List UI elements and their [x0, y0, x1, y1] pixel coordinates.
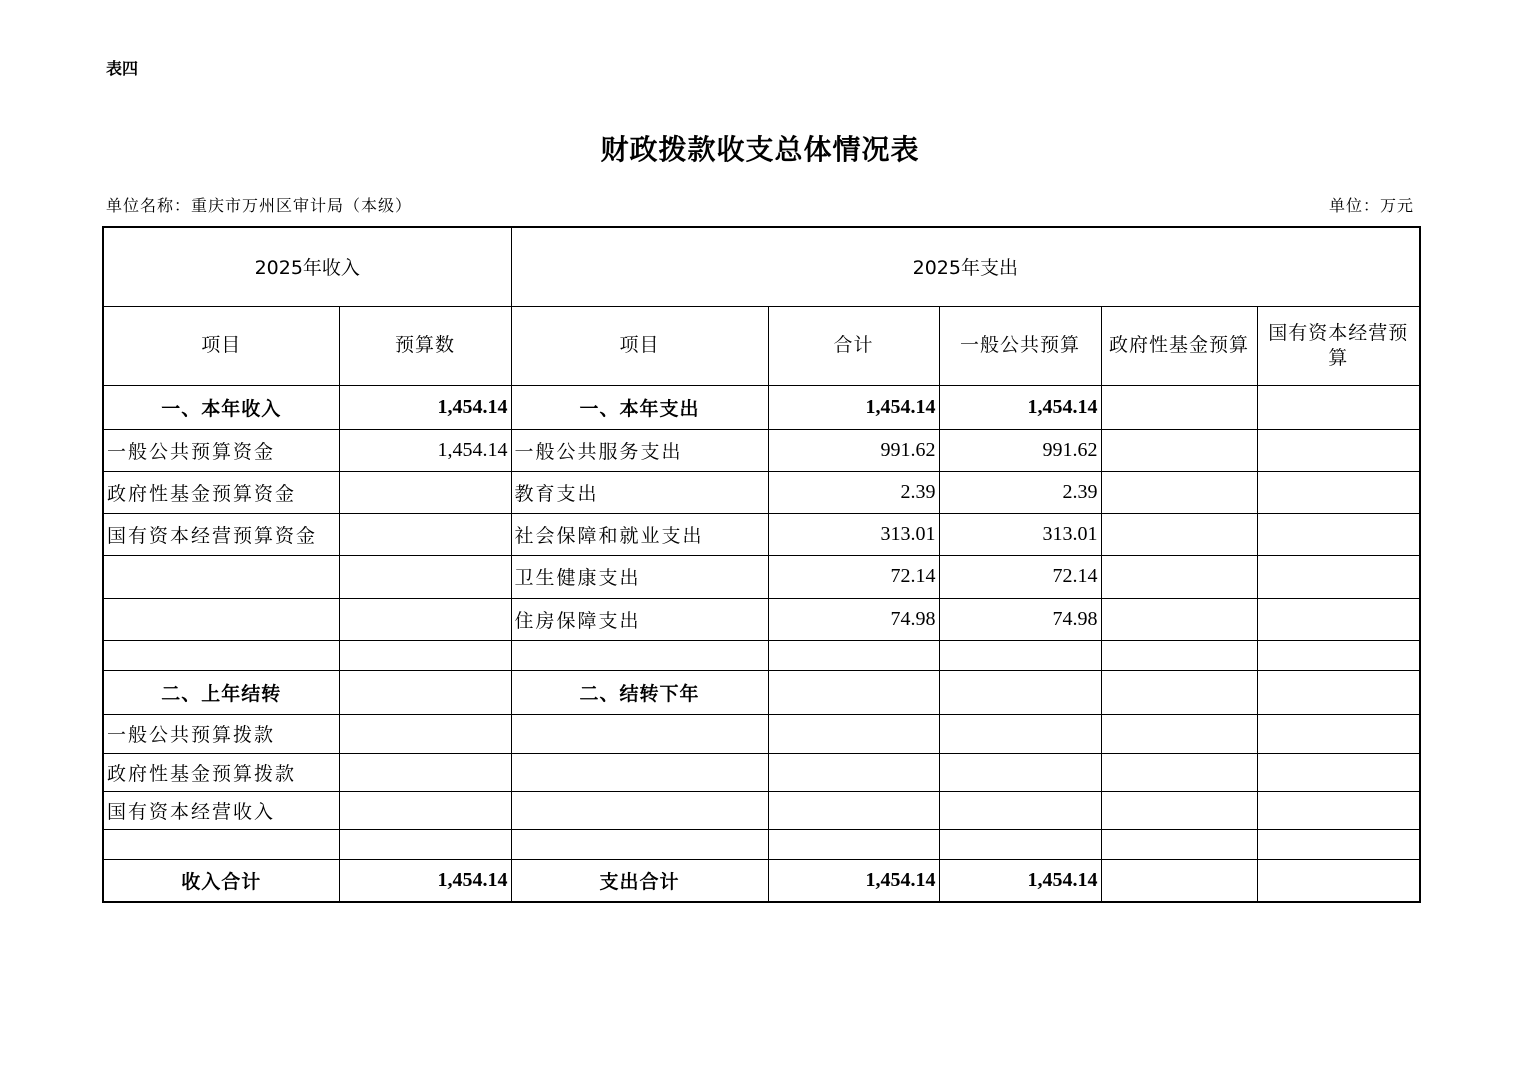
general-public-cell: 2.39 [939, 471, 1101, 513]
expense-total-cell: 1,454.14 [768, 385, 939, 429]
income-item-cell: 一、本年收入 [103, 385, 339, 429]
gov-fund-cell [1101, 385, 1257, 429]
general-public-cell: 1,454.14 [939, 385, 1101, 429]
expense-total-cell: 313.01 [768, 513, 939, 555]
gov-fund-cell [1101, 640, 1257, 670]
table-row [103, 714, 1420, 753]
gov-fund-cell [1101, 791, 1257, 829]
table-row [103, 640, 1420, 670]
table-row [103, 791, 1420, 829]
gov-fund-cell [1101, 429, 1257, 471]
income-value-cell [339, 471, 511, 513]
general-public-cell: 72.14 [939, 555, 1101, 598]
income-item-cell [103, 640, 339, 670]
year-header-row [103, 227, 1420, 306]
general-public-cell: 313.01 [939, 513, 1101, 555]
table-row [103, 829, 1420, 859]
general-public-cell: 1,454.14 [939, 859, 1101, 902]
income-budget-header: 预算数 [339, 306, 511, 385]
table-row [103, 471, 1420, 513]
state-capital-cell [1257, 385, 1420, 429]
expense-item-cell [511, 753, 768, 791]
currency-unit: 单位：万元 [1328, 196, 1414, 215]
gov-fund-cell [1101, 598, 1257, 640]
income-item-cell [103, 598, 339, 640]
table-row [103, 429, 1420, 471]
income-value-cell [339, 640, 511, 670]
state-capital-cell [1257, 829, 1420, 859]
general-public-cell [939, 714, 1101, 753]
page-title: 财政拨款收支总体情况表 [600, 133, 920, 166]
state-capital-cell [1257, 598, 1420, 640]
expense-item-cell: 二、结转下年 [511, 670, 768, 714]
table-row [103, 670, 1420, 714]
income-value-cell: 1,454.14 [339, 385, 511, 429]
table-row [103, 859, 1420, 902]
income-value-cell [339, 555, 511, 598]
expense-item-cell: 一、本年支出 [511, 385, 768, 429]
income-item-header: 项目 [103, 306, 339, 385]
expense-total-cell [768, 753, 939, 791]
income-item-cell: 国有资本经营收入 [103, 791, 339, 829]
state-capital-cell [1257, 513, 1420, 555]
income-value-cell [339, 791, 511, 829]
expense-total-cell: 991.62 [768, 429, 939, 471]
table-row [103, 513, 1420, 555]
income-value-cell [339, 670, 511, 714]
expense-item-cell: 卫生健康支出 [511, 555, 768, 598]
income-value-cell [339, 714, 511, 753]
state-capital-cell [1257, 555, 1420, 598]
table-row [103, 598, 1420, 640]
income-item-cell: 二、上年结转 [103, 670, 339, 714]
expense-item-cell: 住房保障支出 [511, 598, 768, 640]
gov-fund-cell [1101, 859, 1257, 902]
income-value-cell: 1,454.14 [339, 429, 511, 471]
general-public-cell [939, 791, 1101, 829]
expense-item-cell: 支出合计 [511, 859, 768, 902]
state-capital-cell [1257, 859, 1420, 902]
column-header-row [103, 306, 1420, 385]
gov-fund-cell [1101, 670, 1257, 714]
expense-total-cell [768, 791, 939, 829]
income-item-cell: 政府性基金预算拨款 [103, 753, 339, 791]
gov-fund-cell [1101, 753, 1257, 791]
state-capital-cell [1257, 670, 1420, 714]
gov-fund-header: 政府性基金预算 [1101, 306, 1257, 385]
gov-fund-cell [1101, 829, 1257, 859]
general-public-cell [939, 640, 1101, 670]
general-public-cell [939, 670, 1101, 714]
expense-total-cell: 2.39 [768, 471, 939, 513]
expense-total-cell: 74.98 [768, 598, 939, 640]
expense-item-cell: 社会保障和就业支出 [511, 513, 768, 555]
general-public-cell [939, 829, 1101, 859]
unit-name: 单位名称：重庆市万州区审计局（本级） [106, 196, 413, 215]
table-row [103, 385, 1420, 429]
table-row [103, 753, 1420, 791]
gov-fund-cell [1101, 471, 1257, 513]
income-item-cell [103, 829, 339, 859]
income-item-cell: 一般公共预算拨款 [103, 714, 339, 753]
expense-year-header: 2025年支出 [511, 227, 1420, 306]
state-capital-cell [1257, 429, 1420, 471]
expense-item-cell [511, 791, 768, 829]
expense-item-header: 项目 [511, 306, 768, 385]
income-item-cell: 国有资本经营预算资金 [103, 513, 339, 555]
expense-item-cell [511, 714, 768, 753]
state-capital-header: 国有资本经营预算 [1257, 306, 1420, 385]
expense-total-cell [768, 829, 939, 859]
general-public-cell [939, 753, 1101, 791]
budget-table [102, 226, 1421, 903]
expense-item-cell: 教育支出 [511, 471, 768, 513]
table-row [103, 555, 1420, 598]
income-item-cell: 一般公共预算资金 [103, 429, 339, 471]
table-number: 表四 [106, 59, 139, 78]
state-capital-cell [1257, 791, 1420, 829]
income-value-cell [339, 753, 511, 791]
expense-total-cell [768, 670, 939, 714]
income-item-cell: 政府性基金预算资金 [103, 471, 339, 513]
income-item-cell [103, 555, 339, 598]
state-capital-cell [1257, 714, 1420, 753]
general-public-header: 一般公共预算 [939, 306, 1101, 385]
general-public-cell: 74.98 [939, 598, 1101, 640]
state-capital-cell [1257, 640, 1420, 670]
income-year-header: 2025年收入 [103, 227, 511, 306]
income-value-cell [339, 598, 511, 640]
general-public-cell: 991.62 [939, 429, 1101, 471]
income-value-cell: 1,454.14 [339, 859, 511, 902]
state-capital-cell [1257, 471, 1420, 513]
expense-item-cell [511, 640, 768, 670]
expense-total-cell [768, 640, 939, 670]
expense-item-cell: 一般公共服务支出 [511, 429, 768, 471]
gov-fund-cell [1101, 555, 1257, 598]
expense-total-cell [768, 714, 939, 753]
expense-total-cell: 1,454.14 [768, 859, 939, 902]
income-value-cell [339, 513, 511, 555]
state-capital-cell [1257, 753, 1420, 791]
gov-fund-cell [1101, 714, 1257, 753]
income-item-cell: 收入合计 [103, 859, 339, 902]
expense-item-cell [511, 829, 768, 859]
income-value-cell [339, 829, 511, 859]
gov-fund-cell [1101, 513, 1257, 555]
expense-total-header: 合计 [768, 306, 939, 385]
expense-total-cell: 72.14 [768, 555, 939, 598]
